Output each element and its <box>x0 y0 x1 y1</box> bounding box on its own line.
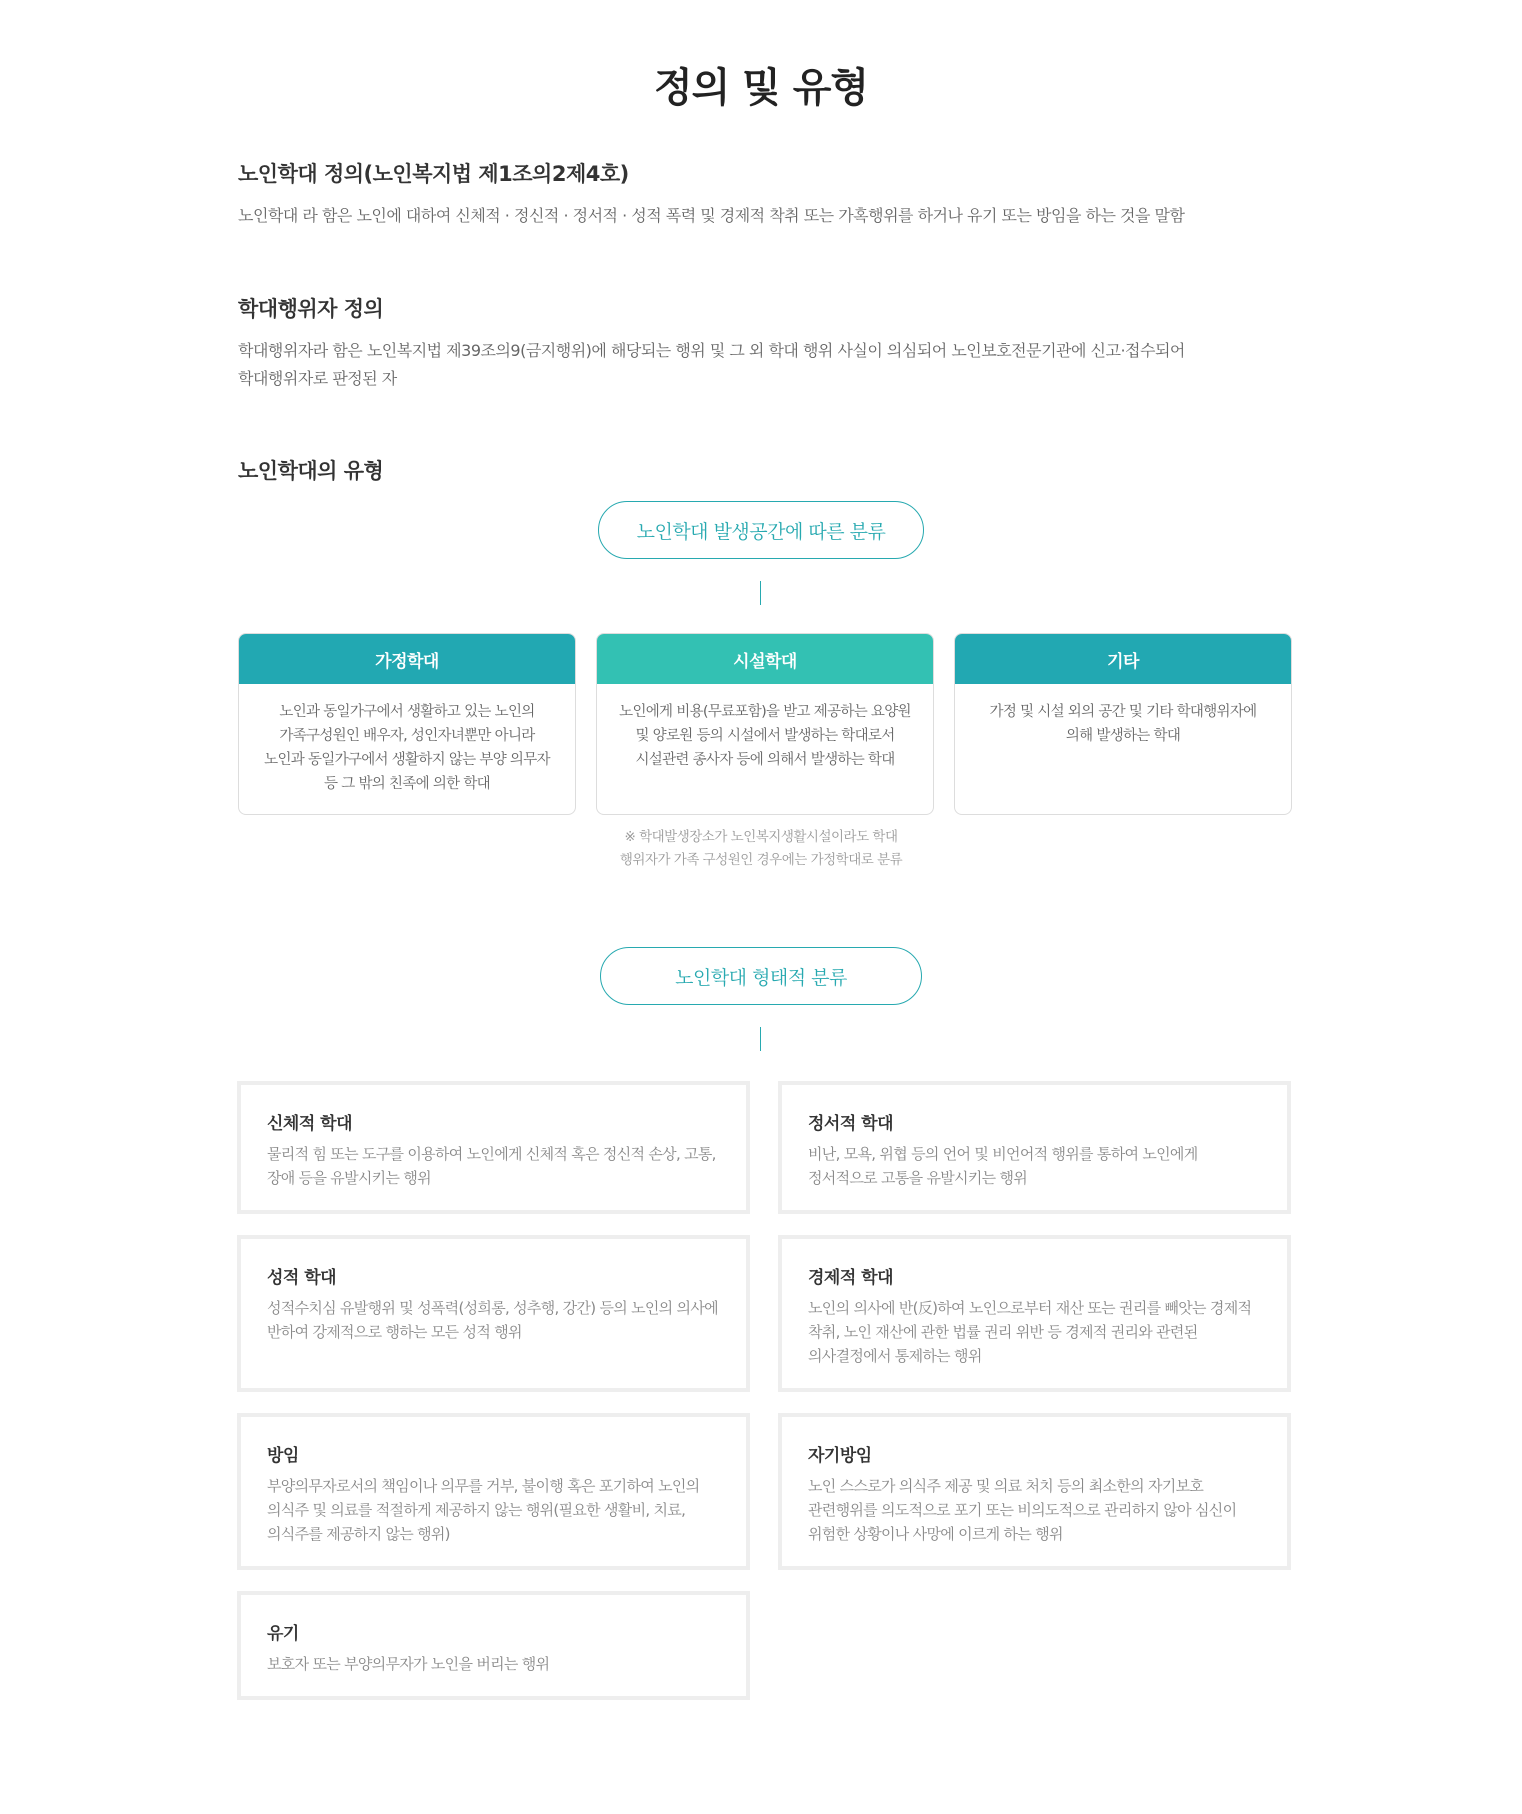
space-card-title: 시설학대 <box>597 634 933 684</box>
desc-line: 성적수치심 유발행위 및 성폭력(성희롱, 성추행, 강간) 등의 노인의 의사에 <box>267 1299 718 1317</box>
type-card-title: 자기방임 <box>808 1446 872 1466</box>
type-card-desc <box>808 1474 1261 1546</box>
desc-line: 가정 및 시설 외의 공간 및 기타 학대행위자에 <box>989 704 1257 720</box>
space-card-title: 가정학대 <box>239 634 575 684</box>
type-card-physical <box>237 1081 750 1214</box>
desc-line: 가족구성원인 배우자, 성인자녀뿐만 아니라 <box>279 728 535 744</box>
desc-line: 위험한 상황이나 사망에 이르게 하는 행위 <box>808 1525 1063 1543</box>
page-title: 정의 및 유형 <box>653 65 869 111</box>
abuser-text-line1: 학대행위자라 함은 노인복지법 제39조의9(금지행위)에 해당되는 행위 및 그 외 학대 행위 사실이 의심되어 노인보호전문기관에 신고·접수되어 <box>238 341 1185 360</box>
definition-heading: 노인학대 정의(노인복지법 제1조의2제4호) <box>238 162 629 186</box>
space-card-home <box>238 633 576 815</box>
types-heading: 노인학대의 유형 <box>238 459 384 483</box>
desc-line: 부양의무자로서의 책임이나 의무를 거부, 불이행 혹은 포기하여 노인의 <box>267 1477 700 1495</box>
type-card-emotional <box>778 1081 1291 1214</box>
type-card-sexual <box>237 1235 750 1392</box>
type-card-title: 유기 <box>267 1624 299 1644</box>
form-classification-pill: 노인학대 형태적 분류 <box>600 947 922 1005</box>
type-card-title: 성적 학대 <box>267 1268 337 1288</box>
desc-line: 노인과 동일가구에서 생활하고 있는 노인의 <box>279 704 535 720</box>
desc-line: 반하여 강제적으로 행하는 모든 성적 행위 <box>267 1323 522 1341</box>
desc-line: 등 그 밖의 친족에 의한 학대 <box>324 776 490 792</box>
definition-text: 노인학대 라 함은 노인에 대하여 신체적 · 정신적 · 정서적 · 성적 폭력 및 경제적 착취 또는 가혹행위를 하거나 유기 또는 방임을 하는 것을 말함 <box>238 206 1185 225</box>
abuser-heading: 학대행위자 정의 <box>238 297 384 321</box>
note-line: ※ 학대발생장소가 노인복지생활시설이라도 학대 <box>624 829 898 845</box>
desc-line: 비난, 모욕, 위협 등의 언어 및 비언어적 행위를 통하여 노인에게 <box>808 1145 1198 1163</box>
space-card-desc <box>597 684 933 788</box>
type-card-desc <box>808 1296 1261 1368</box>
desc-line: 착취, 노인 재산에 관한 법률 권리 위반 등 경제적 권리와 관련된 <box>808 1323 1198 1341</box>
type-card-desc <box>267 1142 720 1190</box>
type-card-neglect <box>237 1413 750 1570</box>
desc-line: 및 양로원 등의 시설에서 발생하는 학대로서 <box>635 728 895 744</box>
space-note <box>0 826 1522 872</box>
space-card-other <box>954 633 1292 815</box>
desc-line: 노인 스스로가 의식주 제공 및 의료 처치 등의 최소한의 자기보호 <box>808 1477 1204 1495</box>
desc-line: 정서적으로 고통을 유발시키는 행위 <box>808 1169 1028 1187</box>
type-card-title: 방임 <box>267 1446 299 1466</box>
type-card-desc <box>267 1652 720 1676</box>
desc-line: 의식주 및 의료를 적절하게 제공하지 않는 행위(필요한 생활비, 치료, <box>267 1501 686 1519</box>
type-card-economic <box>778 1235 1291 1392</box>
type-card-self-neglect <box>778 1413 1291 1570</box>
desc-line: 노인과 동일가구에서 생활하지 않는 부양 의무자 <box>264 752 550 768</box>
abuser-text-line2: 학대행위자로 판정된 자 <box>238 369 397 388</box>
type-card-desc <box>267 1474 720 1546</box>
type-card-abandonment <box>237 1591 750 1700</box>
note-line: 행위자가 가족 구성원인 경우에는 가정학대로 분류 <box>619 852 903 868</box>
form-connector-line <box>760 1027 761 1051</box>
space-connector-line <box>760 581 761 605</box>
desc-line: 시설관련 종사자 등에 의해서 발생하는 학대 <box>635 752 895 768</box>
space-card-desc <box>239 684 575 812</box>
desc-line: 노인에게 비용(무료포함)을 받고 제공하는 요양원 <box>619 704 911 720</box>
desc-line: 물리적 힘 또는 도구를 이용하여 노인에게 신체적 혹은 정신적 손상, 고통, <box>267 1145 716 1163</box>
type-card-desc <box>267 1296 720 1344</box>
desc-line: 보호자 또는 부양의무자가 노인을 버리는 행위 <box>267 1655 550 1673</box>
desc-line: 의해 발생하는 학대 <box>1065 728 1181 744</box>
desc-line: 관련행위를 의도적으로 포기 또는 비의도적으로 관리하지 않아 심신이 <box>808 1501 1237 1519</box>
space-card-facility <box>596 633 934 815</box>
type-card-title: 정서적 학대 <box>808 1114 894 1134</box>
type-card-desc <box>808 1142 1261 1190</box>
desc-line: 의식주를 제공하지 않는 행위) <box>267 1525 450 1543</box>
space-card-title: 기타 <box>955 634 1291 684</box>
desc-line: 의사결정에서 통제하는 행위 <box>808 1347 982 1365</box>
desc-line: 장애 등을 유발시키는 행위 <box>267 1169 431 1187</box>
desc-line: 노인의 의사에 반(反)하여 노인으로부터 재산 또는 권리를 빼앗는 경제적 <box>808 1299 1252 1317</box>
type-card-title: 신체적 학대 <box>267 1114 353 1134</box>
space-classification-pill: 노인학대 발생공간에 따른 분류 <box>598 501 924 559</box>
type-card-title: 경제적 학대 <box>808 1268 894 1288</box>
space-card-desc <box>955 684 1291 764</box>
